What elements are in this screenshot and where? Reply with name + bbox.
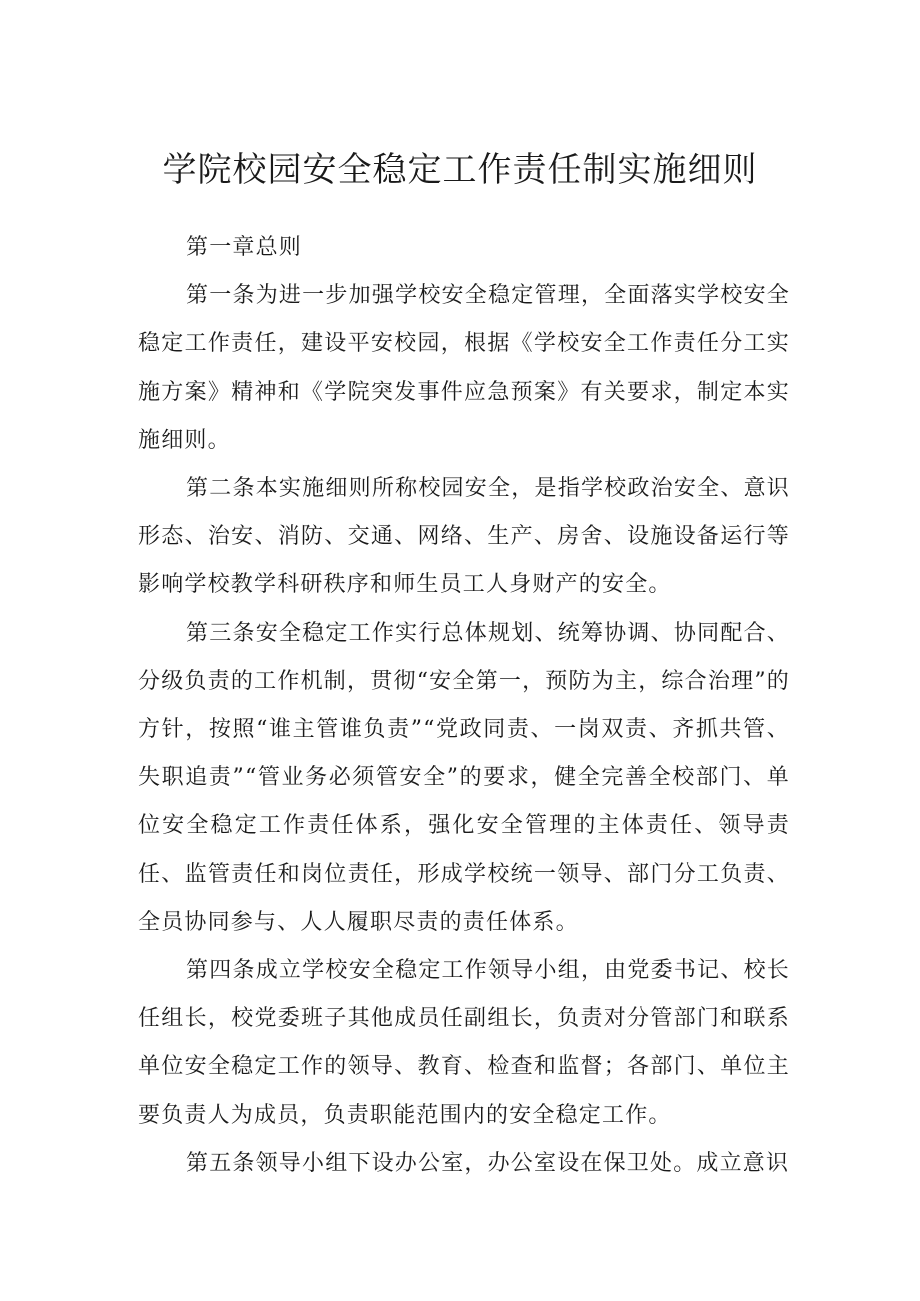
document-body — [138, 224, 790, 1188]
article-4: 第四条成立学校安全稳定工作领导小组，由党委书记、校长任组长，校党委班子其他成员任副组长，负责对分管部门和联系单位安全稳定工作的领导、教育、检查和监督；各部门、单位主要负责人为成员，负责职能范围内的安全稳定工作。 — [138, 958, 790, 1128]
chapter-heading: 第一章总则 — [186, 235, 303, 260]
article-5: 第五条领导小组下设办公室，办公室设在保卫处。成立意识 — [186, 1150, 790, 1176]
article-2: 第二条本实施细则所称校园安全，是指学校政治安全、意识形态、治安、消防、交通、网络、生产、房舍、设施设备运行等影响学校教学科研秩序和师生员工人身财产的安全。 — [138, 476, 790, 598]
document-title: 学院校园安全稳定工作责任制实施细则 — [162, 150, 758, 190]
article-3: 第三条安全稳定工作实行总体规划、统筹协调、协同配合、分级负责的工作机制，贯彻“安全第一，预防为主，综合治理”的方针，按照“谁主管谁负责”“党政同责、一岗双责、齐抓共管、失职追责”“管业务必须管安全”的要求，健全完善全校部门、单位安全稳定工作责任体系，强化安全管理的主体责任、领导责任、监管责任和岗位责任，形成学校统一领导、部门分工负责、全员协同参与、人人履职尽责的责任体系。 — [138, 620, 790, 935]
article-1: 第一条为进一步加强学校安全稳定管理，全面落实学校安全稳定工作责任，建设平安校园，根据《学校安全工作责任分工实施方案》精神和《学院突发事件应急预案》有关要求，制定本实施细则。 — [138, 283, 790, 453]
